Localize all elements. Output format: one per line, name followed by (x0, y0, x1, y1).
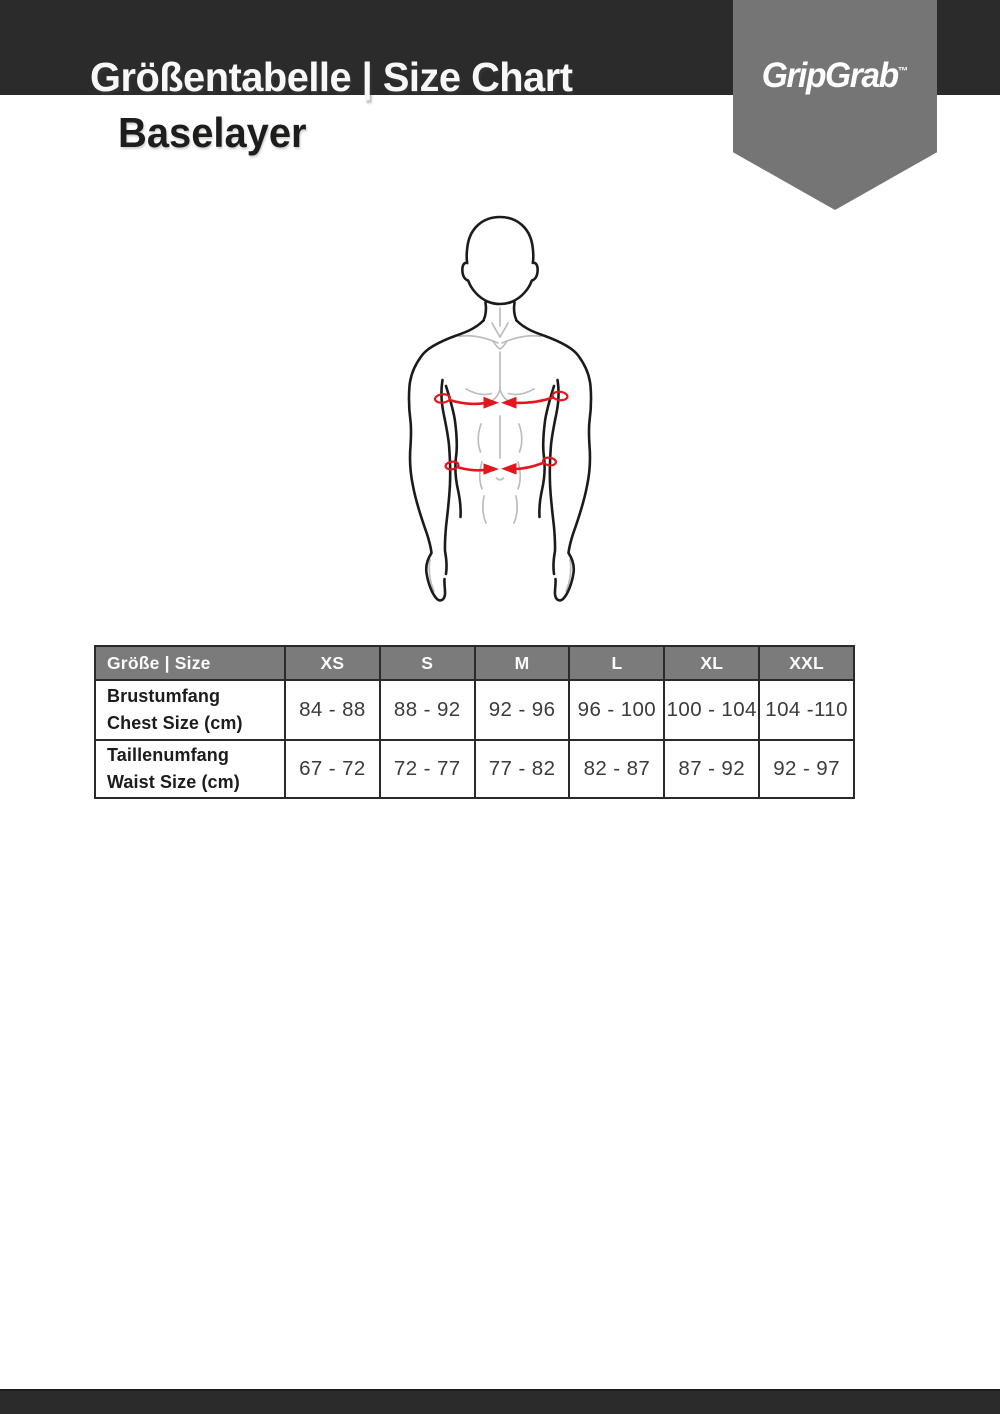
bottom-bar (0, 1389, 1000, 1414)
torso-measurement-figure-svg (380, 190, 660, 630)
table-row-waist (95, 740, 854, 798)
column-header-s: S (380, 646, 475, 680)
table-row-chest (95, 680, 854, 740)
column-header-xs: XS (285, 646, 380, 680)
waist-value-m: 77 - 82 (475, 740, 570, 798)
row-label-waist-de: Taillenumfang (107, 745, 229, 765)
chest-value-l: 96 - 100 (569, 680, 664, 740)
waist-value-l: 82 - 87 (569, 740, 664, 798)
chest-value-m: 92 - 96 (475, 680, 570, 740)
row-label-waist (95, 740, 285, 798)
page-subtitle: Baselayer (118, 109, 307, 156)
torso-figure (380, 190, 660, 630)
row-label-chest-de: Brustumfang (107, 686, 221, 706)
waist-arrow-right-icon (484, 463, 500, 474)
column-header-l: L (569, 646, 664, 680)
waist-value-xl: 87 - 92 (664, 740, 759, 798)
chest-arrow-left-icon (501, 397, 517, 409)
chest-value-xxl: 104 -110 (759, 680, 854, 740)
waist-value-xxl: 92 - 97 (759, 740, 854, 798)
table-header-row (95, 646, 854, 680)
brand-ribbon (733, 0, 937, 210)
row-label-waist-en: Waist Size (cm) (107, 772, 240, 792)
column-header-xxl: XXL (759, 646, 854, 680)
waist-arrow-left-icon (501, 463, 517, 475)
page-title: Größentabelle | Size Chart (90, 54, 573, 100)
chest-arrow-right-icon (484, 397, 500, 409)
size-table (94, 645, 855, 799)
row-label-chest-en: Chest Size (cm) (107, 713, 243, 733)
brand-name: GripGrab (761, 56, 898, 95)
column-header-m: M (475, 646, 570, 680)
waist-measurement-line (445, 457, 556, 475)
chest-value-xl: 100 - 104 (664, 680, 759, 740)
trademark-symbol: ™ (897, 65, 909, 78)
row-label-chest (95, 680, 285, 740)
chest-value-xs: 84 - 88 (285, 680, 380, 740)
chest-value-s: 88 - 92 (380, 680, 475, 740)
body-outline (409, 217, 591, 600)
gripgrab-logo (737, 58, 933, 93)
column-header-xl: XL (664, 646, 759, 680)
waist-value-xs: 67 - 72 (285, 740, 380, 798)
column-header-size: Größe | Size (95, 646, 285, 680)
waist-value-s: 72 - 77 (380, 740, 475, 798)
